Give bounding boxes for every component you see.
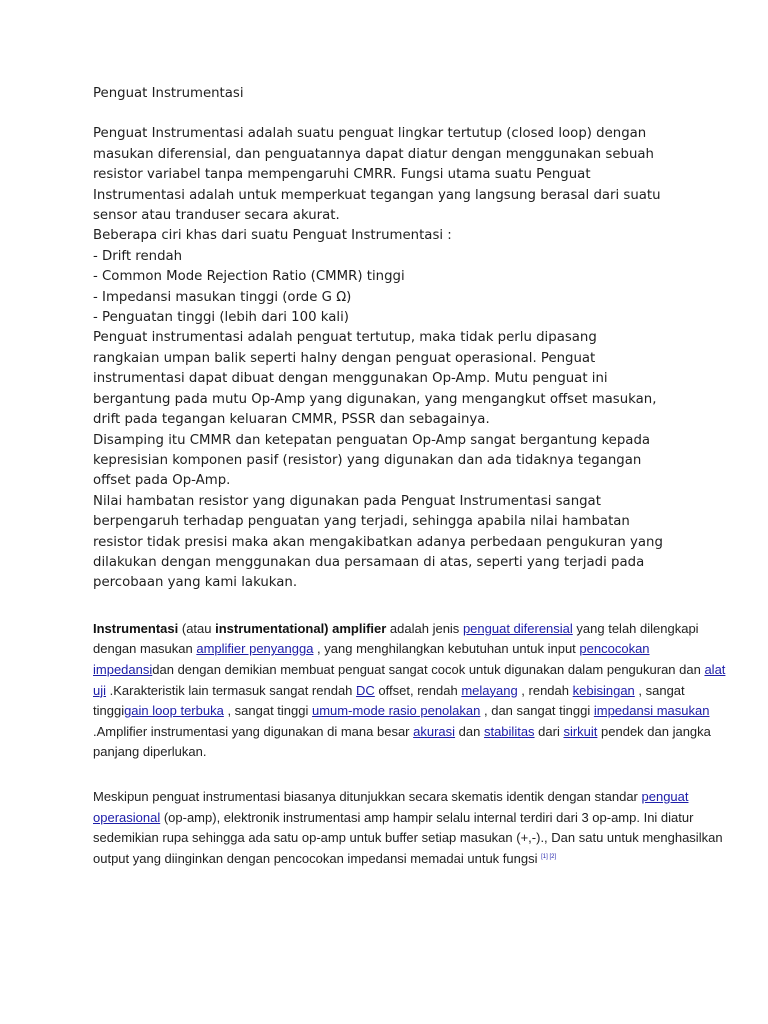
wiki-paragraph-1 (93, 619, 728, 763)
text-line: - Common Mode Rejection Ratio (CMMR) tinggi (93, 269, 405, 285)
text-line: Instrumentasi adalah untuk memperkuat tegangan yang langsung berasal dari suatu (93, 187, 661, 203)
text-line: kepresisian komponen pasif (resistor) yang digunakan dan ada tidaknya tegangan (93, 452, 642, 468)
text-line: resistor tidak presisi maka akan mengakibatkan adanya perbedaan pengukuran yang (93, 534, 663, 550)
text-line: Penguat Instrumentasi adalah suatu penguat lingkar tertutup (closed loop) dengan (93, 126, 647, 142)
link-gain-loop-terbuka[interactable]: gain loop terbuka (124, 703, 224, 719)
citation-2-link[interactable]: [2] (549, 853, 557, 860)
wiki-excerpt (93, 619, 728, 870)
text-run: dan dengan demikian membuat penguat sangat cocok untuk digunakan dalam pengukuran dan (152, 661, 705, 677)
text-line: drift pada tegangan keluaran CMMR, PSSR dan sebagainya. (93, 412, 490, 428)
text-line: berpengaruh terhadap penguatan yang terjadi, sehingga apabila nilai hambatan (93, 514, 630, 530)
link-umum-mode-rasio-penolakan[interactable]: umum-mode rasio penolakan (312, 703, 481, 719)
text-run: , yang menghilangkan kebutuhan untuk input (313, 641, 580, 657)
link-pencocokan-impedansi[interactable]: pencocokan impedansi (93, 641, 650, 677)
text-line: masukan diferensial, dan penguatannya dapat diatur dengan menggunakan sebuah (93, 146, 654, 162)
link-akurasi[interactable]: akurasi (413, 723, 456, 739)
text-line: Disamping itu CMMR dan ketepatan penguatan Op-Amp sangat bergantung kepada (93, 432, 651, 448)
text-line: sensor atau tranduser secara akurat. (93, 208, 340, 224)
text-run: dan (455, 723, 484, 739)
text-run: .Karakteristik lain termasuk sangat rendah (106, 682, 357, 698)
text-line: bergantung pada mutu Op-Amp yang digunakan, yang mengangkut offset masukan, (93, 391, 657, 407)
link-sirkuit[interactable]: sirkuit (563, 723, 598, 739)
bold-term: instrumentational) amplifier (215, 620, 387, 636)
text-line: - Drift rendah (93, 248, 183, 264)
link-alat-uji[interactable]: alat uji (93, 661, 726, 698)
text-run: Meskipun penguat instrumentasi biasanya ditunjukkan secara skematis identik dengan standar (93, 788, 642, 804)
closing-paren: ) (346, 289, 352, 305)
link-kebisingan[interactable]: kebisingan (572, 682, 635, 698)
text-run: yang telah dilengkapi dengan masukan (93, 620, 699, 657)
text-line: offset pada Op-Amp. (93, 473, 231, 489)
impedance-text: - Impedansi masukan tinggi (orde G (93, 289, 332, 305)
bold-term: Instrumentasi (93, 620, 179, 636)
text-run: dari (534, 723, 564, 739)
text-line: - Penguatan tinggi (lebih dari 100 kali) (93, 310, 349, 326)
text-line: rangkaian umpan balik seperti halny dengan penguat operasional. Penguat (93, 350, 596, 366)
text-run: , rendah (517, 682, 573, 698)
text-line: resistor variabel tanpa mempengaruhi CMRR. Fungsi utama suatu Penguat (93, 167, 591, 183)
text-run: pendek dan jangka panjang diperlukan. (93, 723, 711, 760)
text-run: adalah jenis (386, 620, 463, 636)
link-amplifier-penyangga[interactable]: amplifier penyangga (196, 641, 314, 657)
text-line: instrumentasi dapat dibuat dengan menggunakan Op-Amp. Mutu penguat ini (93, 371, 608, 387)
text-run: , sangat tinggi (93, 682, 685, 719)
wiki-paragraph-2 (93, 787, 728, 869)
text-line: Beberapa ciri khas dari suatu Penguat Instrumentasi : (93, 228, 452, 244)
link-stabilitas[interactable]: stabilitas (483, 723, 535, 739)
link-penguat-operasional[interactable]: penguat operasional (93, 788, 689, 825)
page-title: Penguat Instrumentasi (93, 86, 244, 101)
text-run: , sangat tinggi (223, 703, 312, 719)
text-line: Penguat instrumentasi adalah penguat tertutup, maka tidak perlu dipasang (93, 330, 597, 346)
link-impedansi-masukan[interactable]: impedansi masukan (593, 703, 710, 719)
citation-1-link[interactable]: [1] (541, 853, 548, 860)
citation-group (541, 854, 556, 860)
text-run: offset, rendah (374, 682, 462, 698)
text-run: (op-amp), elektronik instrumentasi amp hampir selalu internal terdiri dari 3 op-amp. Ini diatur sedemikian rupa sehingga ada satu op-amp untuk buffer setiap masukan (+,-)., Dan satu untuk menghasilkan output yang diinginkan dengan pencocokan impedansi memadai untuk fungsi (93, 809, 723, 866)
link-penguat-diferensial[interactable]: penguat diferensial (462, 620, 573, 636)
text-line: dilakukan dengan menggunakan dua persamaan di atas, seperti yang terjadi pada (93, 554, 645, 570)
text-run: (atau (178, 620, 216, 636)
text-run: , dan sangat tinggi (480, 703, 594, 719)
ohm-symbol: Ω (336, 289, 347, 305)
link-dc[interactable]: DC (356, 682, 375, 698)
body-text (93, 124, 728, 593)
text-run: .Amplifier instrumentasi yang digunakan di mana besar (93, 723, 414, 739)
text-line: percobaan yang kami lakukan. (93, 575, 298, 591)
link-melayang[interactable]: melayang (461, 682, 518, 698)
impedance-line (93, 288, 728, 308)
text-line: Nilai hambatan resistor yang digunakan pada Penguat Instrumentasi sangat (93, 493, 601, 509)
